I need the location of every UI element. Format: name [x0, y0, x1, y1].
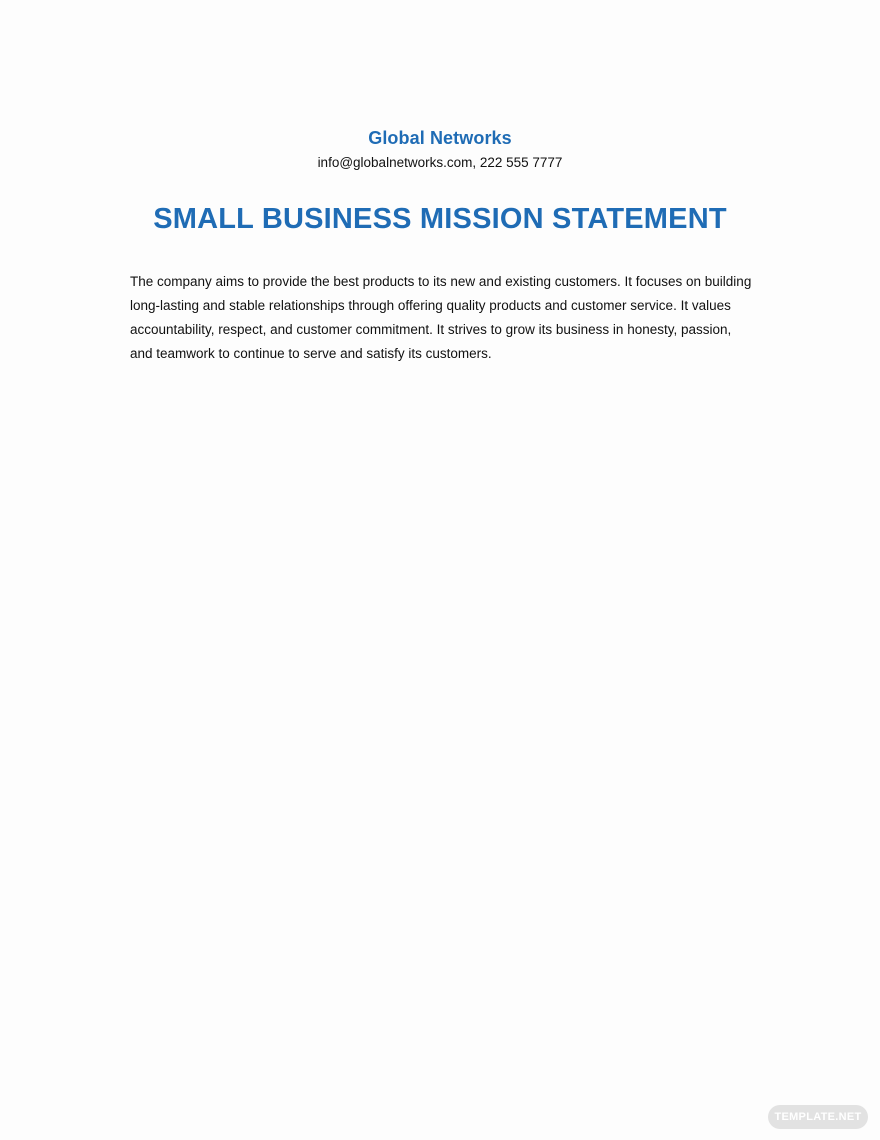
company-name: Global Networks — [368, 128, 512, 148]
document-title: SMALL BUSINESS MISSION STATEMENT — [153, 203, 727, 235]
template-watermark-badge: TEMPLATE.NET — [768, 1105, 868, 1129]
mission-statement-paragraph: The company aims to provide the best products to its new and existing customers. It focuses on building long-lasting and stable relationships through offering quality products and customer service. It values accountability, respect, and customer commitment. It strives to grow its business in honesty, passion, and teamwork to continue to serve and satisfy its customers. — [130, 274, 752, 361]
contact-info: info@globalnetworks.com, 222 555 7777 — [317, 155, 563, 170]
